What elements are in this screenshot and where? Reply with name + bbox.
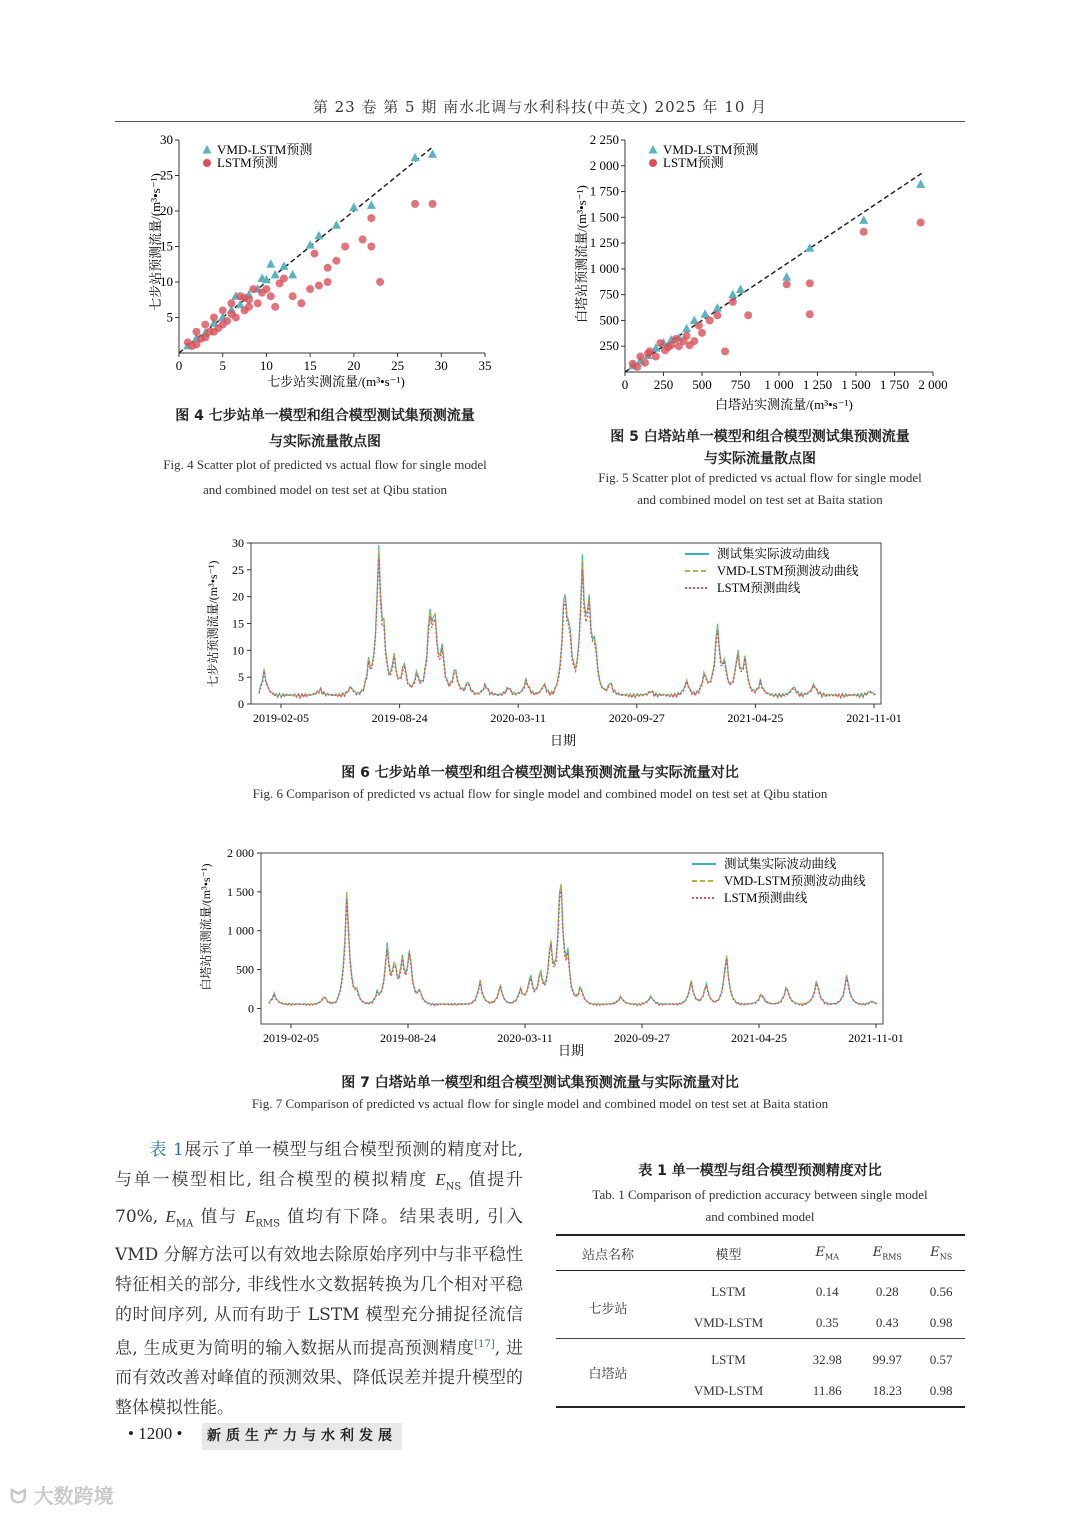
fig5-y-tick-label: 1 750 — [589, 183, 619, 199]
accuracy-table — [556, 1234, 965, 1408]
fig5-point-lstm — [806, 279, 814, 287]
fig5-point-lstm — [672, 335, 680, 343]
cell-erms: 0.28 — [875, 1283, 899, 1299]
fig4-x-tick-label: 35 — [478, 358, 492, 373]
fig7-x-tick-label: 2021-11-01 — [848, 1031, 904, 1045]
fig5-x-tick-label: 2 000 — [918, 377, 948, 392]
fig4-y-axis-label: 七步站预测流量/(m³•s⁻¹) — [148, 173, 163, 311]
fig4-point-vmd-lstm — [314, 231, 323, 240]
fig4-y-tick-label: 15 — [160, 238, 173, 254]
fig5-caption-en-2: and combined model on test set at Baita station — [637, 492, 883, 507]
cell-ema: 0.35 — [815, 1314, 839, 1330]
cell-ens: 0.56 — [929, 1283, 953, 1299]
fig6-x-tick-label: 2020-09-27 — [608, 711, 665, 725]
fig4-point-lstm — [367, 243, 375, 251]
fig5-point-lstm — [652, 353, 660, 361]
fig4-scatter-chart — [140, 130, 510, 395]
fig7-x-tick-label: 2020-03-11 — [497, 1031, 553, 1045]
table1-title-en-1: Tab. 1 Comparison of prediction accuracy between single model — [592, 1187, 928, 1202]
fig6-y-tick-label: 30 — [232, 536, 244, 550]
fig4-point-lstm — [297, 299, 305, 307]
fig5-point-lstm — [686, 341, 694, 349]
fig5-point-vmd-lstm — [782, 272, 791, 281]
fig6-x-tick-label: 2019-02-05 — [253, 711, 309, 725]
fig5-y-tick-label: 1 000 — [589, 260, 619, 276]
fig5-point-lstm — [721, 347, 729, 355]
table1-title-en-2: and combined model — [705, 1209, 815, 1224]
fig7-legend-label-0: 测试集实际波动曲线 — [724, 857, 837, 871]
fig5-point-vmd-lstm — [682, 324, 691, 333]
body-text-1: 展示了单一模型与组合模型预测的精度对比, 与单一模型相比, 组合模型的模拟精度 — [115, 1140, 523, 1190]
fig4-x-axis-label: 七步站实测流量/(m³•s⁻¹) — [267, 374, 405, 389]
fig4-y-tick-label: 10 — [160, 274, 173, 289]
fig5-caption-zh-1: 图 5 白塔站单一模型和组合模型测试集预测流量 — [610, 429, 910, 445]
fig6-line-chart — [195, 535, 902, 750]
fig6-x-tick-label: 2021-04-25 — [727, 711, 784, 725]
fig7-y-axis-label: 白塔站预测流量/(m³•s⁻¹) — [199, 863, 213, 991]
fig7-y-tick-label: 0 — [248, 1001, 254, 1016]
fig4-point-vmd-lstm — [288, 270, 297, 279]
fig7-caption-zh: 图 7 白塔站单一模型和组合模型测试集预测流量与实际流量对比 — [341, 1075, 739, 1091]
ens-subscript: NS — [445, 1181, 462, 1193]
col-ema — [797, 1235, 857, 1271]
fig5-y-tick-label: 750 — [599, 286, 619, 302]
fig4-point-vmd-lstm — [367, 200, 376, 209]
footer-banner: 新质生产力与水利发展 — [202, 1423, 402, 1450]
fig4-point-lstm — [210, 314, 218, 322]
fig4-point-lstm — [306, 285, 314, 293]
watermark-logo-icon: ᗢ — [10, 1484, 34, 1508]
fig4-point-lstm — [324, 278, 332, 286]
fig4-point-lstm — [324, 264, 332, 272]
table-header-row — [556, 1235, 965, 1271]
col-ens — [917, 1235, 965, 1271]
fig4-point-lstm — [367, 214, 375, 222]
cell-model: VMD-LSTM — [660, 1375, 797, 1407]
page-number: • 1200 • — [128, 1424, 183, 1443]
fig7-y-tick-label: 1 000 — [227, 923, 254, 938]
fig4-caption-en-1: Fig. 4 Scatter plot of predicted vs actual flow for single model — [163, 457, 487, 472]
cell-ens: 0.57 — [917, 1339, 965, 1376]
fig5-point-lstm — [744, 311, 752, 319]
fig5-caption-zh-2: 与实际流量散点图 — [704, 451, 816, 467]
fig7-y-tick-label: 2 000 — [227, 846, 254, 860]
fig5-x-tick-label: 1 500 — [841, 377, 871, 392]
fig4-legend-label-1: LSTM预测 — [217, 155, 278, 170]
fig4-point-lstm — [258, 289, 266, 297]
watermark — [10, 1480, 114, 1509]
fig5-y-axis-label: 白塔站预测流量/(m³•s⁻¹) — [574, 185, 589, 323]
fig4-reference-line — [179, 146, 433, 353]
cell-model: LSTM — [660, 1339, 797, 1376]
fig5-point-vmd-lstm — [916, 179, 925, 188]
fig4-point-lstm — [245, 303, 253, 311]
fig4-x-tick-label: 20 — [347, 358, 361, 373]
fig5-legend-label-0: VMD-LSTM预测 — [663, 142, 759, 157]
fig5-point-lstm — [713, 311, 721, 319]
fig5-point-lstm — [706, 316, 714, 324]
fig4-y-tick-label: 20 — [160, 203, 173, 218]
fig6-caption-zh: 图 6 七步站单一模型和组合模型测试集预测流量与实际流量对比 — [341, 765, 739, 781]
fig4-point-lstm — [227, 310, 235, 318]
body-paragraph — [115, 1135, 523, 1423]
fig5-y-tick-label: 1 500 — [589, 209, 619, 225]
fig7-x-axis-label: 日期 — [557, 1043, 585, 1058]
fig7-legend-label-1: VMD-LSTM预测波动曲线 — [724, 874, 866, 888]
ens-symbol: E — [435, 1170, 446, 1189]
col-erms-sub: RMS — [882, 1252, 902, 1262]
fig4-point-lstm — [311, 250, 319, 258]
fig5-point-lstm — [698, 329, 706, 337]
fig6-y-tick-label: 5 — [238, 670, 244, 685]
col-ens-sub: NS — [939, 1252, 953, 1262]
ema-subscript: MA — [175, 1218, 194, 1230]
cell-ens: 0.98 — [917, 1375, 965, 1407]
fig5-point-lstm — [656, 339, 664, 347]
fig4-y-tick-label: 30 — [160, 132, 173, 147]
fig5-x-tick-label: 0 — [621, 377, 629, 392]
fig5-point-vmd-lstm — [728, 290, 737, 299]
fig6-legend-label-1: VMD-LSTM预测波动曲线 — [717, 564, 859, 578]
fig5-caption-en-1: Fig. 5 Scatter plot of predicted vs actual flow for single model — [598, 470, 922, 485]
body-text-2: 值提升 70%, — [115, 1170, 523, 1228]
fig6-y-axis-label: 七步站预测流量/(m³•s⁻¹) — [206, 560, 220, 688]
body-text-5: , 进而有效改善对峰值的预测效果、降低误差并提升模型的整体模拟性能。 — [115, 1338, 523, 1419]
fig4-x-tick-label: 30 — [434, 358, 448, 373]
fig5-point-lstm — [806, 310, 814, 318]
fig4-point-lstm — [359, 235, 367, 243]
table1-title: 表 1 单一模型与组合模型预测精度对比 — [638, 1163, 882, 1179]
fig5-y-tick-label: 2 000 — [589, 157, 619, 173]
fig5-point-lstm — [641, 359, 649, 367]
fig6-x-axis-label: 日期 — [549, 733, 577, 748]
fig5-y-tick-label: 1 250 — [589, 235, 619, 251]
fig4-y-tick-label: 25 — [160, 167, 173, 183]
fig6-legend-label-2: LSTM预测曲线 — [717, 581, 801, 595]
body-text-3: 值与 — [193, 1207, 246, 1228]
fig4-point-lstm — [219, 306, 227, 314]
col-ema-sub: MA — [824, 1252, 839, 1262]
fig5-point-lstm — [783, 280, 791, 288]
fig5-point-vmd-lstm — [805, 243, 814, 252]
fig4-point-vmd-lstm — [266, 259, 275, 268]
fig4-x-tick-label: 15 — [303, 358, 317, 373]
fig5-point-lstm — [633, 363, 641, 371]
fig5-x-tick-label: 1 750 — [879, 377, 910, 392]
fig4-x-tick-label: 5 — [219, 358, 226, 373]
cell-site: 七步站 — [588, 1301, 628, 1317]
ema-symbol: E — [165, 1207, 176, 1227]
fig7-x-tick-label: 2019-08-24 — [380, 1031, 436, 1045]
fig4-caption-en-2: and combined model on test set at Qibu station — [202, 482, 448, 497]
fig4-point-lstm — [315, 282, 323, 290]
erms-subscript: RMS — [255, 1218, 281, 1230]
fig7-y-tick-label: 1 500 — [227, 884, 254, 899]
erms-symbol: E — [245, 1207, 256, 1227]
col-ens-symbol: E — [930, 1244, 940, 1260]
fig4-point-lstm — [201, 333, 209, 341]
citation-17[interactable]: [17] — [474, 1338, 495, 1350]
fig5-point-vmd-lstm — [701, 309, 710, 318]
fig4-point-vmd-lstm — [271, 270, 280, 279]
fig4-caption-zh-1: 图 4 七步站单一模型和组合模型测试集预测流量 — [175, 408, 475, 424]
fig5-x-tick-label: 250 — [653, 377, 674, 392]
cell-model: LSTM — [711, 1283, 746, 1299]
fig4-point-lstm — [210, 328, 218, 336]
fig4-point-lstm — [192, 328, 200, 336]
cell-erms: 0.43 — [875, 1314, 899, 1330]
fig4-point-lstm — [429, 200, 437, 208]
fig4-point-lstm — [254, 299, 262, 307]
fig5-y-tick-label: 2 250 — [589, 132, 619, 147]
table-row — [556, 1271, 965, 1308]
fig6-y-tick-label: 10 — [232, 643, 244, 658]
fig6-x-tick-label: 2021-11-01 — [846, 711, 902, 725]
fig4-point-lstm — [192, 340, 200, 348]
col-site: 站点名称 — [556, 1235, 660, 1271]
fig4-x-tick-label: 10 — [259, 358, 273, 373]
fig5-legend-marker-1 — [649, 159, 657, 167]
fig6-legend-label-0: 测试集实际波动曲线 — [717, 547, 830, 561]
fig5-point-lstm — [664, 343, 672, 351]
body-text-4: 值均有下降。结果表明, 引入 VMD 分解方法可以有效地去除原始序列中与非平稳性特征相关的部分, 非线性水文数据转换为几个相对平稳的时间序列, 从而有助于 LSTM 模型充分捕捉径流信息, 生成更为简明的输入数据从而提高预测精度 — [115, 1207, 523, 1359]
fig5-x-tick-label: 750 — [730, 377, 751, 392]
col-model: 模型 — [660, 1235, 797, 1271]
fig5-point-lstm — [644, 349, 652, 357]
fig4-point-lstm — [289, 292, 297, 300]
fig4-point-lstm — [332, 257, 340, 265]
fig6-caption-en: Fig. 6 Comparison of predicted vs actual flow for single model and combined model on test set at Qibu station — [252, 786, 828, 801]
fig4-point-lstm — [201, 321, 209, 329]
fig4-caption-zh-2: 与实际流量散点图 — [269, 434, 381, 450]
fig4-point-lstm — [227, 299, 235, 307]
fig4-point-lstm — [376, 278, 384, 286]
fig7-x-tick-label: 2019-02-05 — [263, 1031, 319, 1045]
cell-ens: 0.98 — [929, 1314, 953, 1330]
table1-reference[interactable]: 表 1 — [149, 1140, 184, 1160]
fig4-point-lstm — [245, 296, 253, 304]
fig4-y-tick-label: 5 — [166, 309, 173, 325]
fig5-x-tick-label: 1 250 — [802, 377, 833, 392]
fig4-point-lstm — [276, 279, 284, 287]
fig5-legend-marker-0 — [649, 145, 658, 154]
fig5-point-lstm — [860, 228, 868, 236]
fig4-point-lstm — [411, 200, 419, 208]
table-row — [556, 1339, 965, 1376]
col-erms — [857, 1235, 917, 1271]
fig4-point-lstm — [249, 285, 257, 293]
fig6-y-tick-label: 25 — [232, 562, 244, 577]
fig5-x-axis-label: 白塔站实测流量/(m³•s⁻¹) — [715, 397, 853, 412]
fig5-legend-label-1: LSTM预测 — [663, 155, 724, 170]
fig4-legend-marker-1 — [203, 159, 211, 167]
fig4-point-lstm — [219, 321, 227, 329]
fig6-x-tick-label: 2020-03-11 — [490, 711, 546, 725]
watermark-text: 大数跨境 — [33, 1484, 114, 1508]
fig5-point-lstm — [729, 298, 737, 306]
fig7-legend-label-2: LSTM预测曲线 — [724, 891, 808, 905]
fig5-point-vmd-lstm — [736, 285, 745, 294]
fig4-x-tick-label: 0 — [175, 358, 183, 373]
fig7-x-tick-label: 2021-04-25 — [731, 1031, 787, 1045]
fig5-scatter-chart — [570, 130, 960, 420]
fig4-point-lstm — [341, 243, 349, 251]
fig4-point-lstm — [271, 303, 279, 311]
cell-ema: 11.86 — [797, 1375, 857, 1407]
fig6-series-2 — [259, 559, 875, 698]
fig7-caption-en: Fig. 7 Comparison of predicted vs actual flow for single model and combined model on test set at Baita station — [251, 1096, 829, 1111]
fig5-point-vmd-lstm — [859, 215, 868, 224]
cell-erms: 99.97 — [857, 1339, 917, 1376]
cell-ema: 32.98 — [797, 1339, 857, 1376]
fig5-x-tick-label: 1 000 — [764, 377, 794, 392]
fig4-legend-marker-0 — [203, 145, 212, 154]
cell-erms: 18.23 — [857, 1375, 917, 1407]
fig6-y-tick-label: 0 — [238, 697, 244, 711]
journal-header: 第 23 卷 第 5 期 南水北调与水利科技(中英文) 2025 年 10 月 — [312, 98, 768, 116]
fig4-point-vmd-lstm — [349, 202, 358, 211]
fig5-x-tick-label: 500 — [692, 377, 712, 392]
fig7-x-tick-label: 2020-09-27 — [614, 1031, 670, 1045]
fig4-legend-label-0: VMD-LSTM预测 — [217, 142, 313, 157]
cell-site: 白塔站 — [556, 1339, 660, 1408]
fig6-y-tick-label: 15 — [232, 616, 244, 631]
header-rule — [115, 121, 965, 122]
fig5-y-tick-label: 250 — [599, 338, 619, 354]
fig7-line-chart — [195, 845, 904, 1060]
fig5-point-lstm — [695, 322, 703, 330]
fig4-x-tick-label: 25 — [391, 358, 405, 373]
col-erms-symbol: E — [872, 1244, 883, 1260]
col-ema-symbol: E — [815, 1244, 825, 1260]
fig4-point-vmd-lstm — [332, 220, 341, 229]
fig4-point-lstm — [267, 292, 275, 300]
fig6-x-tick-label: 2019-08-24 — [371, 711, 428, 725]
cell-ema: 0.14 — [815, 1283, 839, 1299]
fig6-y-tick-label: 20 — [232, 589, 244, 604]
fig5-point-lstm — [917, 218, 925, 226]
fig4-point-vmd-lstm — [411, 153, 420, 162]
cell-model: VMD-LSTM — [693, 1314, 764, 1330]
fig5-y-tick-label: 500 — [599, 312, 619, 328]
fig7-y-tick-label: 500 — [236, 962, 254, 977]
